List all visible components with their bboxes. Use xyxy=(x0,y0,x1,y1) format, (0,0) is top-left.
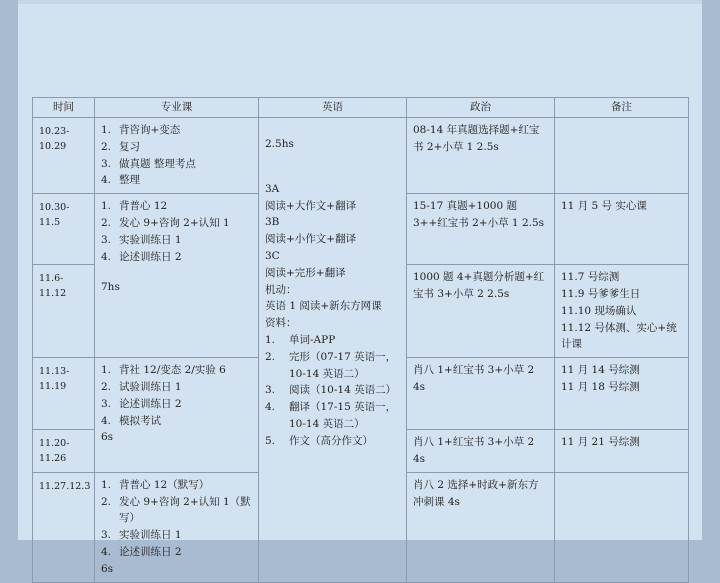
english-hours: 2.5hs xyxy=(265,138,294,150)
list-item: 3. 阅读（10-14 英语二） xyxy=(265,384,397,397)
row-time: 11.6-11.12 xyxy=(33,265,95,358)
list-item: 1. 单词-APP xyxy=(265,333,336,346)
page-top-band xyxy=(18,0,702,4)
list-item: 1. 背普心 12 xyxy=(101,200,168,213)
major-cell xyxy=(95,118,259,194)
english-cell xyxy=(259,118,407,583)
politics-cell: 肖八 1+红宝书 3+小草 2 4s xyxy=(407,430,555,473)
document-page xyxy=(18,0,702,575)
header-politics: 政治 xyxy=(407,98,555,118)
english-flex-label: 机动： xyxy=(265,283,297,296)
row-time: 11.13-11.19 xyxy=(33,358,95,430)
major-hours: 6s xyxy=(101,562,114,575)
list-item: 1. 背咨询+变态 xyxy=(101,124,181,136)
header-row xyxy=(33,98,689,118)
list-item: 2. 发心 9+咨询 2+认知 1（默写） xyxy=(101,495,251,525)
note-line: 11 月 5 号 实心课 xyxy=(561,200,647,213)
english-materials-label: 资料： xyxy=(265,317,297,330)
note-line: 11 月 14 号综测 xyxy=(561,364,640,377)
list-item: 4. 论述训练日 2 xyxy=(101,545,182,558)
notes-cell xyxy=(555,118,689,194)
row-time: 11.27.12.3 xyxy=(33,472,95,582)
list-item: 4. 论述训练日 2 xyxy=(101,250,182,263)
list-item: 4. 整理 xyxy=(101,174,140,187)
list-item: 1. 背普心 12（默写） xyxy=(101,478,210,491)
notes-cell xyxy=(555,472,689,582)
row-time: 10.30-11.5 xyxy=(33,194,95,265)
note-line: 11 月 21 号综测 xyxy=(561,436,640,449)
list-item: 2. 完形（07-17 英语一，10-14 英语二） xyxy=(265,350,397,380)
list-item: 3. 实验训练日 1 xyxy=(101,233,182,246)
list-item: 4. 模拟考试 xyxy=(101,414,161,427)
list-item: 1. 背社 12/变态 2/实验 6 xyxy=(101,364,226,377)
politics-cell: 肖八 1+红宝书 3+小草 2 4s xyxy=(407,358,555,430)
politics-cell: 08-14 年真题选择题+红宝书 2+小草 1 2.5s xyxy=(407,118,555,194)
notes-cell xyxy=(555,265,689,358)
list-item: 4. 翻译（17-15 英语一，10-14 英语二） xyxy=(265,401,397,430)
major-cell xyxy=(95,194,259,358)
header-major: 专业课 xyxy=(95,98,259,118)
list-item: 2. 发心 9+咨询 2+认知 1 xyxy=(101,216,230,229)
row-time: 10.23-10.29 xyxy=(33,118,95,194)
header-notes: 备注 xyxy=(555,98,689,118)
major-cell xyxy=(95,472,259,582)
major-cell xyxy=(95,358,259,473)
header-english: 英语 xyxy=(259,98,407,118)
politics-cell: 15-17 真题+1000 题 3++红宝书 2+小草 1 2.5s xyxy=(407,194,555,265)
row-time: 11.20-11.26 xyxy=(33,430,95,473)
major-hours: 7hs xyxy=(101,281,120,294)
header-time: 时间 xyxy=(33,98,95,118)
english-block-text: 阅读+小作文+翻译 xyxy=(265,233,357,246)
note-line: 11.10 现场确认 xyxy=(561,304,637,317)
list-item: 3. 实验训练日 1 xyxy=(101,529,182,542)
note-line: 11 月 18 号综测 xyxy=(561,380,640,393)
notes-cell xyxy=(555,430,689,473)
politics-cell: 1000 题 4+真题分析题+红宝书 3+小草 2 2.5s xyxy=(407,265,555,358)
notes-cell xyxy=(555,194,689,265)
table-row xyxy=(33,118,689,194)
list-item: 3. 做真题 整理考点 xyxy=(101,157,196,170)
note-line: 11.9 号爹爹生日 xyxy=(561,287,641,300)
list-item: 5. 作文（高分作文） xyxy=(265,434,373,447)
english-block-label: 3A xyxy=(265,182,280,195)
english-block-text: 阅读+大作文+翻译 xyxy=(265,199,357,212)
note-line: 11.12 号体测、实心+统计课 xyxy=(561,321,677,351)
politics-cell: 肖八 2 选择+时政+新东方冲刺课 4s xyxy=(407,472,555,582)
study-schedule-table xyxy=(32,97,689,583)
list-item: 3. 论述训练日 2 xyxy=(101,397,182,410)
english-block-text: 阅读+完形+翻译 xyxy=(265,266,346,279)
english-block-label: 3B xyxy=(265,216,280,229)
list-item: 2. 复习 xyxy=(101,140,140,153)
major-hours: 6s xyxy=(101,431,114,444)
notes-cell xyxy=(555,358,689,430)
english-flex-text: 英语 1 阅读+新东方网课 xyxy=(265,300,382,313)
list-item: 2. 试验训练日 1 xyxy=(101,380,182,393)
note-line: 11.7 号综测 xyxy=(561,271,620,284)
english-block-label: 3C xyxy=(265,249,280,262)
